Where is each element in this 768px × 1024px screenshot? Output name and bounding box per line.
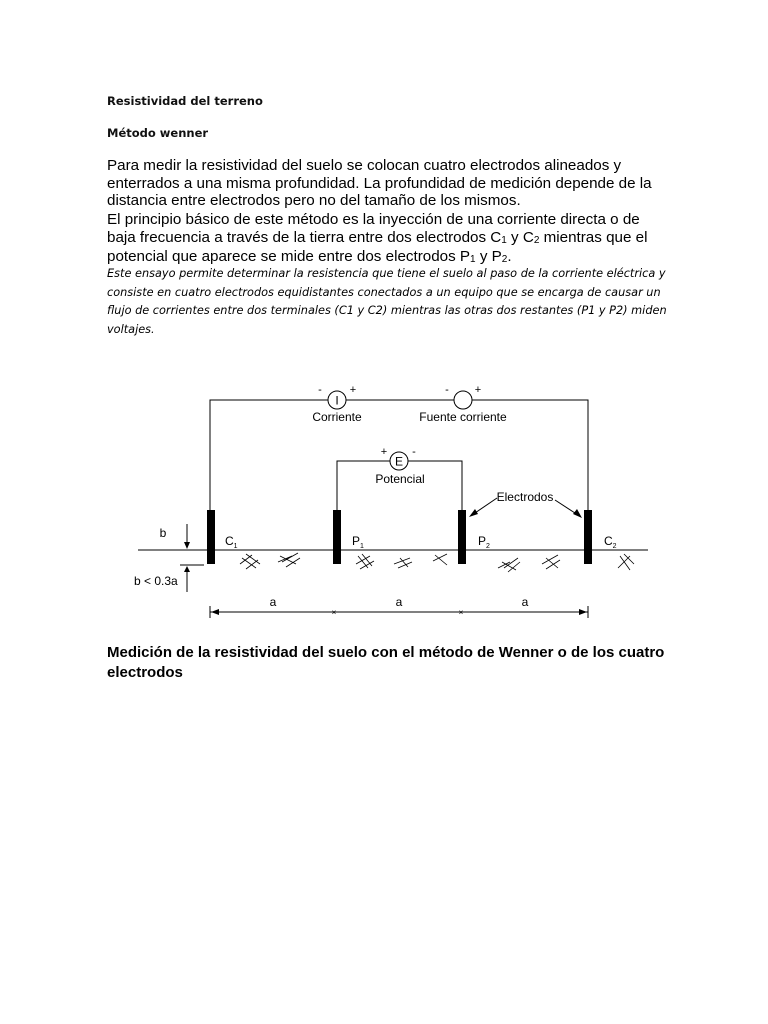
spacing-arrow-left (211, 609, 219, 615)
ammeter-symbol: I (335, 393, 339, 408)
electrode-label-p1: $P_1$ (352, 534, 364, 550)
voltmeter-minus: - (412, 446, 416, 458)
electrode-c1 (207, 510, 215, 564)
depth-lower-arrow (184, 566, 190, 572)
electrode-label-c2: $C_2$ (604, 534, 617, 550)
intro-paragraph: Para medir la resistividad del suelo se colocan cuatro electrodos alineados y enterrados a una misma profundidad. La profundidad de medición depende de la distancia entre electrodos pero no del tamaño de los mismos. (107, 157, 652, 209)
voltmeter-symbol: E (394, 454, 404, 469)
section-heading: Resistividad del terreno (107, 94, 263, 108)
figure-caption: Medición de la resistividad del suelo con el método de Wenner o de los cuatro electrodos (107, 644, 665, 681)
wire-left (210, 400, 328, 510)
electrodes-label: Electrodos (496, 490, 554, 504)
spacing-cross-1: × (331, 608, 337, 617)
depth-label: b (159, 526, 167, 540)
wenner-diagram-svg (130, 378, 660, 618)
wenner-diagram (130, 378, 660, 618)
principle-paragraph: El principio básico de este método es la inyección de una corriente directa o de baja frecuencia a través de la tierra entre dos electrodos $C_1$ y $C_2$ mientras que el potencial que aparece se mide entre dos electrodos $P_1$ y $P_2$. (107, 211, 648, 265)
spacing-label-1: a (269, 595, 277, 609)
spacing-label-3: a (521, 595, 529, 609)
electrode-label-c1: $C_1$ (225, 534, 238, 550)
depth-arrow-head (184, 542, 190, 549)
electrode-c2 (584, 510, 592, 564)
ammeter-label: Corriente (312, 410, 362, 424)
spacing-cross-2: × (458, 608, 464, 617)
spacing-arrow-right (579, 609, 587, 615)
current-source-icon (454, 391, 472, 409)
soil-hatching (240, 553, 634, 572)
voltmeter-label: Potencial (375, 472, 425, 486)
source-plus: + (474, 384, 482, 396)
arrow-head-left (469, 509, 478, 517)
source-minus: - (445, 384, 449, 396)
subsection-heading: Método wenner (107, 126, 209, 140)
ammeter-minus: - (318, 384, 322, 396)
electrode-p2 (458, 510, 466, 564)
depth-condition: b < 0.3a (134, 574, 178, 588)
electrode-label-p2: $P_2$ (478, 534, 490, 550)
ammeter-plus: + (349, 384, 357, 396)
spacing-label-2: a (395, 595, 403, 609)
voltmeter-plus: + (380, 446, 388, 458)
arrow-head-right (573, 509, 582, 518)
test-description: Este ensayo permite determinar la resistencia que tiene el suelo al paso de la corriente eléctrica y consiste en cuatro electrodos equidistantes conectados a un equipo que se encarga de causar un flujo de corrientes entre dos terminales (C1 y C2) mientras las otras dos restantes (P1 y P2) miden voltajes. (107, 267, 667, 336)
source-label: Fuente corriente (419, 410, 507, 424)
electrode-p1 (333, 510, 341, 564)
